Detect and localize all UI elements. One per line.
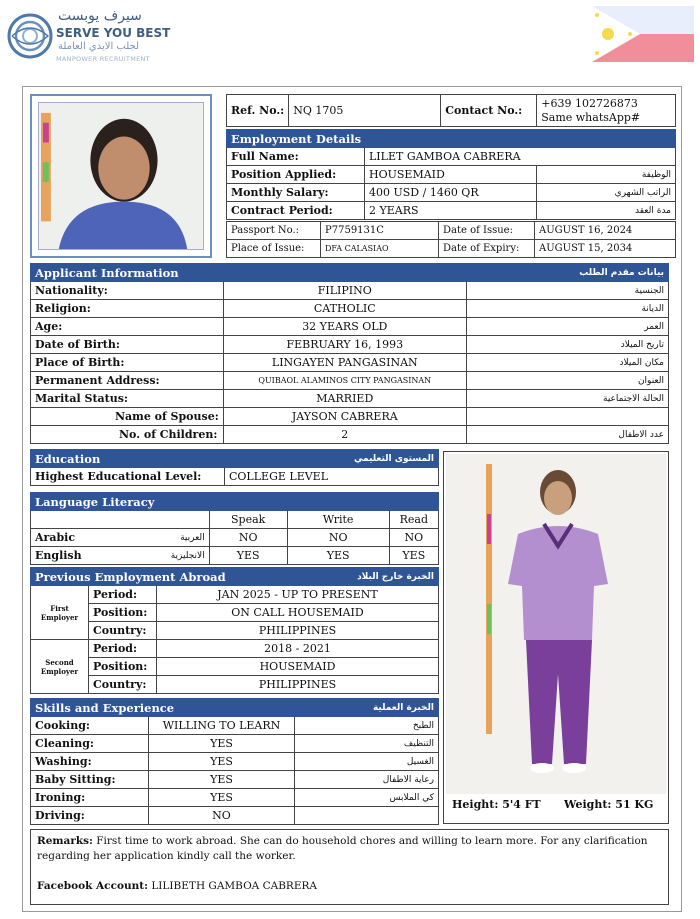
brand-name: SERVE YOU BEST [56,26,171,40]
portrait-photo [30,94,212,258]
philippines-flag-icon [592,6,694,62]
language-table: Language Literacy Speak Write Read Arabic العربية NO NO NO English الانجليزية YES YES YES [30,492,439,565]
education-table: Education المستوى التعليمي Highest Educational Level: COLLEGE LEVEL [30,449,439,486]
brand-arabic-tagline: لجلب الايدي العاملة [58,41,140,52]
full-body-photo [443,451,669,824]
page-header [0,0,700,72]
skills-table: Skills and Experience الخبرة العملية Cooking: WILLING TO LEARN الطبخ Cleaning: YES التنظيف Washing: YES الغسيل Baby Sitting: YES رعاية الاطفال Ironing: YES كي الملابس Driving: NO [30,698,439,825]
ref-number: NQ 1705 [289,95,441,127]
remarks-text: First time to work abroad. She can do household chores and willing to learn more. For any clarification regarding her application kindly call the worker. [37,835,648,862]
employment-details-table: Employment Details Full Name: LILET GAMBOA CABRERA Position Applied: HOUSEMAID الوظيفة Monthly Salary: 400 USD / 1460 QR الراتب الشهري Contract Period: 2 YEARS مدة العقد [226,129,676,220]
remarks-box [30,829,669,905]
brand-arabic: سيرف يوبست [58,8,142,24]
applicant-info-table: Applicant Information بيانات مقدم الطلب Nationality: FILIPINO الجنسية Religion: CATHOLIC الديانة Age: 32 YEARS OLD العمر Date of Birth: FEBRUARY 16, 1993 تاريخ الميلاد Place of Birth: LINGAYEN PANGASINAN مكان الميلاد Permanent Address: QUIBAOL ALAMINOS CITY PANGASINAN العنوان Marital Status: MARRIED الحالة الاجتماعية Name of Spouse: JAYSON CABRERA No. of Children: 2 عدد الاطفال [30,263,669,444]
reference-table: Ref. No.: NQ 1705 Contact No.: +639 102726873 Same whatsApp# [226,94,676,127]
company-logo-icon [6,12,54,60]
remarks-label: Remarks: [37,835,93,847]
contact-number: +639 102726873 Same whatsApp# [537,95,676,127]
height-value: Height: 5'4 FT [452,798,541,811]
weight-value: Weight: 51 KG [564,798,654,811]
brand-tagline: MANPOWER RECRUITMENT [56,55,150,63]
previous-employment-table: Previous Employment Abroad الخبرة خارج البلاد First Employer Period: JAN 2025 - UP TO PRESENT Position: ON CALL HOUSEMAID Country: PHILIPPINES Second Employer Period: 2018 - 2021 Position: HOUSEMAID Country: PHILIPPINES [30,567,439,694]
passport-table: Passport No.: P7759131C Date of Issue: AUGUST 16, 2024 Place of Issue: DFA CALASIAO Date of Expiry: AUGUST 15, 2034 [226,221,676,258]
facebook-account: Facebook Account: LILIBETH GAMBOA CABRERA [37,880,317,892]
